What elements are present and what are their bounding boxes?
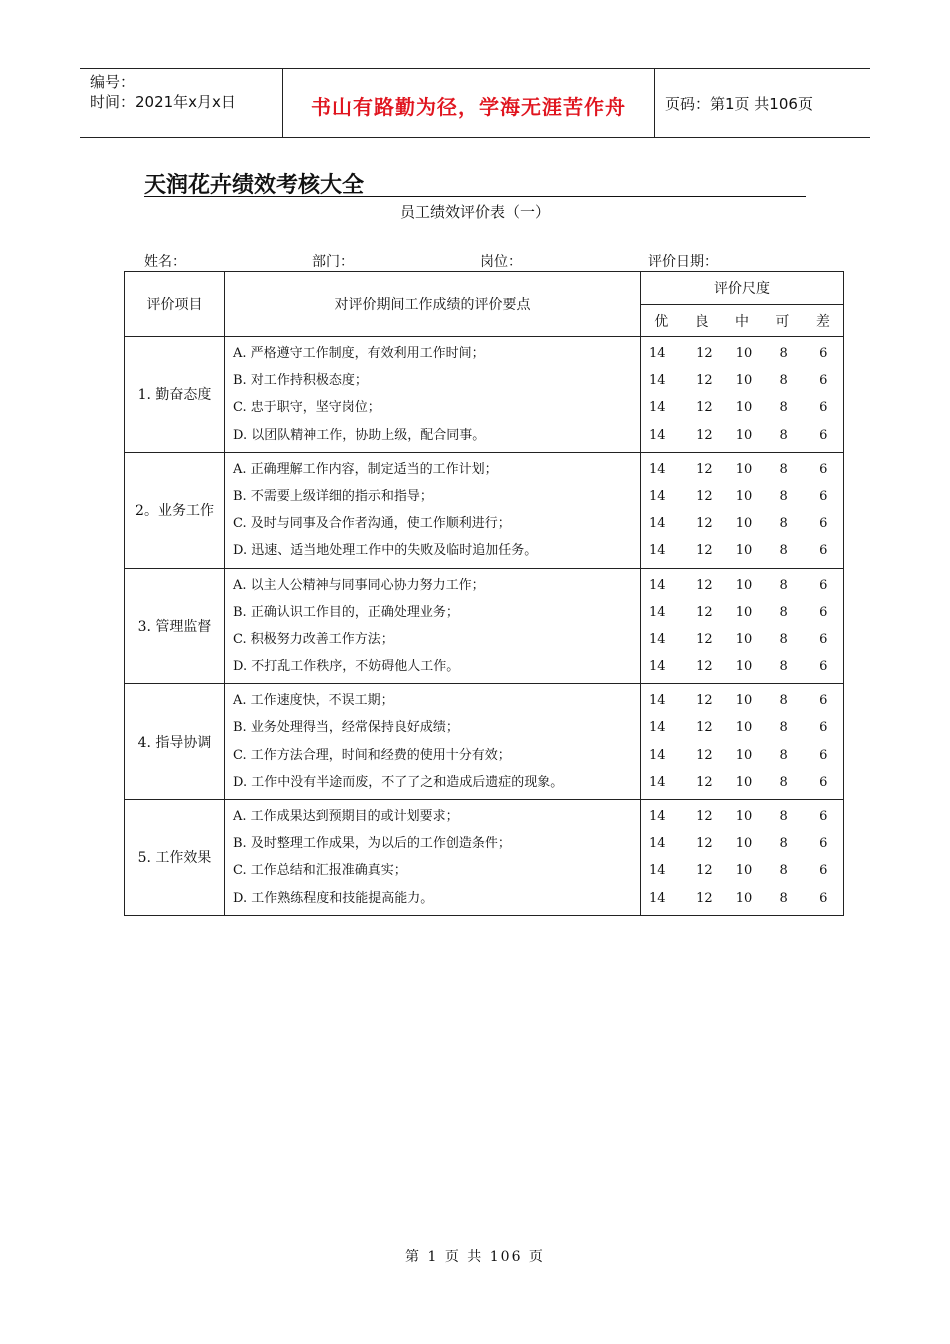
score-row [641,367,843,394]
score-value: 6 [819,774,828,790]
score-value: 10 [735,659,753,675]
score-row [641,537,843,564]
criterion-text: D. 工作熟练程度和技能提高能力。 [233,890,434,906]
score-value: 14 [649,427,666,443]
section-criteria [225,800,641,916]
score-row [641,687,843,714]
section-criteria [225,568,641,684]
score-row [641,483,843,510]
score-value: 12 [696,604,713,620]
score-value: 8 [779,543,788,559]
score-value: 8 [779,747,788,763]
score-value: 10 [735,631,753,647]
criterion-text: D. 不打乱工作秩序，不妨碍他人工作。 [233,659,460,675]
header-evaluation-item: 评价项目 [125,272,225,337]
score-value: 6 [819,863,828,879]
score-row [641,769,843,796]
criterion-text: D. 工作中没有半途而废，不了了之和造成后遗症的现象。 [233,774,564,790]
grade-average: 中 [735,313,750,330]
score-value: 14 [649,516,666,532]
score-value: 14 [649,720,666,736]
section-criteria [225,337,641,453]
section-category: 1. 勤奋态度 [125,337,225,453]
score-value: 6 [819,346,828,361]
score-value: 12 [696,577,713,593]
score-value: 8 [779,577,788,593]
document-time-label: 时间：2021年x月x日 [90,93,236,111]
name-field-label: 姓名： [144,254,186,270]
score-value: 12 [696,693,713,709]
score-value: 14 [649,488,666,504]
criterion-text: D. 迅速、适当地处理工作中的失败及临时追加任务。 [233,543,538,559]
score-value: 6 [819,488,828,504]
score-value: 14 [649,863,666,879]
criterion-text: B. 及时整理工作成果，为以后的工作创造条件； [233,836,511,852]
section-category: 5. 工作效果 [125,800,225,916]
score-value: 6 [819,720,828,736]
score-row [641,599,843,626]
criterion-text: B. 不需要上级详细的指示和指导； [233,488,433,504]
header-evaluation-scale: 评价尺度 [641,272,844,305]
score-value: 14 [649,461,666,477]
score-value: 14 [649,747,666,763]
score-value: 10 [735,346,753,361]
score-value: 6 [819,400,828,416]
score-value: 12 [696,488,713,504]
score-value: 6 [819,631,828,647]
criterion-text: A. 正确理解工作内容，制定适当的工作计划； [233,461,498,477]
score-value: 14 [649,693,666,709]
department-field-label: 部门： [312,254,354,270]
score-value: 14 [649,774,666,790]
score-value: 10 [735,488,753,504]
score-value: 14 [649,400,666,416]
score-value: 12 [696,747,713,763]
score-value: 6 [819,373,828,389]
score-row [641,340,843,367]
score-row [641,510,843,537]
score-row [641,830,843,857]
score-value: 14 [649,809,666,824]
score-value: 12 [696,836,713,852]
criterion-text: B. 业务处理得当，经常保持良好成绩； [233,720,459,736]
score-value: 10 [735,863,753,879]
score-value: 8 [779,400,788,416]
score-value: 10 [735,461,753,477]
score-value: 12 [696,809,713,824]
score-value: 14 [649,543,666,559]
score-value: 6 [819,543,828,559]
score-value: 10 [735,577,753,593]
score-value: 6 [819,461,828,477]
score-value: 14 [649,890,666,906]
criterion-text: A. 工作速度快，不误工期； [233,693,394,709]
evaluation-table [124,271,844,916]
score-value: 8 [779,809,788,824]
score-value: 6 [819,693,828,709]
section-category: 3. 管理监督 [125,568,225,684]
score-value: 14 [649,346,666,361]
section-category: 4. 指导协调 [125,684,225,800]
section-scores [641,684,844,800]
page-count-label: 页码：第1页 共106页 [665,95,813,113]
evaluation-table-body [125,337,844,916]
score-value: 10 [735,604,753,620]
section-row [125,452,844,568]
score-value: 6 [819,604,828,620]
score-row [641,742,843,769]
section-category: 2。业务工作 [125,452,225,568]
score-value: 12 [696,890,713,906]
score-value: 12 [696,543,713,559]
score-value: 6 [819,427,828,443]
score-value: 12 [696,516,713,532]
score-value: 10 [735,747,753,763]
criterion-text: C. 忠于职守，坚守岗位； [233,400,381,416]
score-value: 8 [779,659,788,675]
section-scores [641,568,844,684]
form-subtitle: 员工绩效评价表（一） [399,203,550,221]
score-value: 10 [735,516,753,532]
score-value: 14 [649,836,666,852]
score-value: 14 [649,373,666,389]
header-motto-cell [283,69,655,137]
section-criteria [225,684,641,800]
score-value: 12 [696,659,713,675]
score-row [641,394,843,421]
score-value: 10 [735,774,753,790]
score-row [641,803,843,830]
section-criteria [225,452,641,568]
score-value: 10 [735,693,753,709]
score-value: 12 [696,346,713,361]
score-value: 8 [779,774,788,790]
grade-good: 良 [694,313,709,330]
score-value: 6 [819,516,828,532]
motto-text: 书山有路勤为径，学海无涯苦作舟 [311,95,626,119]
score-value: 14 [649,659,666,675]
grade-excellent: 优 [654,313,669,330]
score-value: 12 [696,774,713,790]
criterion-text: B. 正确认识工作目的，正确处理业务； [233,604,459,620]
score-value: 6 [819,747,828,763]
header-meta-cell [80,69,283,137]
section-scores [641,800,844,916]
section-row [125,337,844,453]
score-value: 8 [779,346,788,361]
score-value: 8 [779,488,788,504]
score-value: 8 [779,516,788,532]
score-value: 8 [779,693,788,709]
score-value: 12 [696,720,713,736]
score-row [641,653,843,680]
document-title: 天润花卉绩效考核大全 [144,172,365,198]
score-row [641,422,843,449]
criterion-text: A. 工作成果达到预期目的或计划要求； [233,809,459,824]
score-value: 12 [696,461,713,477]
grade-header-row [641,305,844,337]
criterion-text: A. 严格遵守工作制度，有效利用工作时间； [233,346,485,361]
score-value: 12 [696,400,713,416]
score-row [641,714,843,741]
score-value: 8 [779,427,788,443]
section-scores [641,337,844,453]
section-row [125,684,844,800]
score-value: 6 [819,577,828,593]
score-value: 10 [735,373,753,389]
score-value: 10 [735,890,753,906]
section-row [125,568,844,684]
score-value: 12 [696,631,713,647]
header-evaluation-points: 对评价期间工作成绩的评价要点 [225,272,641,337]
score-value: 6 [819,890,828,906]
score-value: 8 [779,720,788,736]
score-value: 12 [696,863,713,879]
score-value: 10 [735,543,753,559]
title-underline [144,196,806,197]
criterion-text: B. 对工作持积极态度； [233,373,368,389]
score-value: 8 [779,836,788,852]
score-value: 14 [649,577,666,593]
grade-poor: 差 [815,313,830,330]
document-number-label: 编号： [90,73,136,91]
score-value: 6 [819,659,828,675]
score-value: 6 [819,836,828,852]
score-value: 10 [735,427,753,443]
header-page-cell [655,69,870,137]
score-value: 10 [735,836,753,852]
criterion-text: C. 积极努力改善工作方法； [233,631,394,647]
score-value: 12 [696,373,713,389]
score-value: 12 [696,427,713,443]
score-value: 6 [819,809,828,824]
criterion-text: C. 工作总结和汇报准确真实； [233,863,407,879]
criterion-text: C. 及时与同事及合作者沟通，使工作顺利进行； [233,516,511,532]
score-value: 8 [779,890,788,906]
score-value: 8 [779,863,788,879]
grade-fair: 可 [775,313,790,330]
criterion-text: D. 以团队精神工作，协助上级，配合同事。 [233,427,486,443]
score-value: 8 [779,604,788,620]
document-header [80,68,870,138]
page-footer: 第 1 页 共 106 页 [405,1249,545,1265]
criterion-text: C. 工作方法合理，时间和经费的使用十分有效； [233,747,511,763]
score-value: 8 [779,631,788,647]
score-row [641,572,843,599]
score-row [641,885,843,912]
score-row [641,456,843,483]
score-value: 10 [735,720,753,736]
evaluation-date-label: 评价日期： [648,254,718,270]
score-value: 10 [735,809,753,824]
position-field-label: 岗位： [480,254,522,270]
criterion-text: A. 以主人公精神与同事同心协力努力工作； [233,577,485,593]
score-value: 8 [779,461,788,477]
section-row [125,800,844,916]
score-value: 10 [735,400,753,416]
score-row [641,857,843,884]
score-value: 14 [649,631,666,647]
score-value: 14 [649,604,666,620]
score-row [641,626,843,653]
score-value: 8 [779,373,788,389]
section-scores [641,452,844,568]
